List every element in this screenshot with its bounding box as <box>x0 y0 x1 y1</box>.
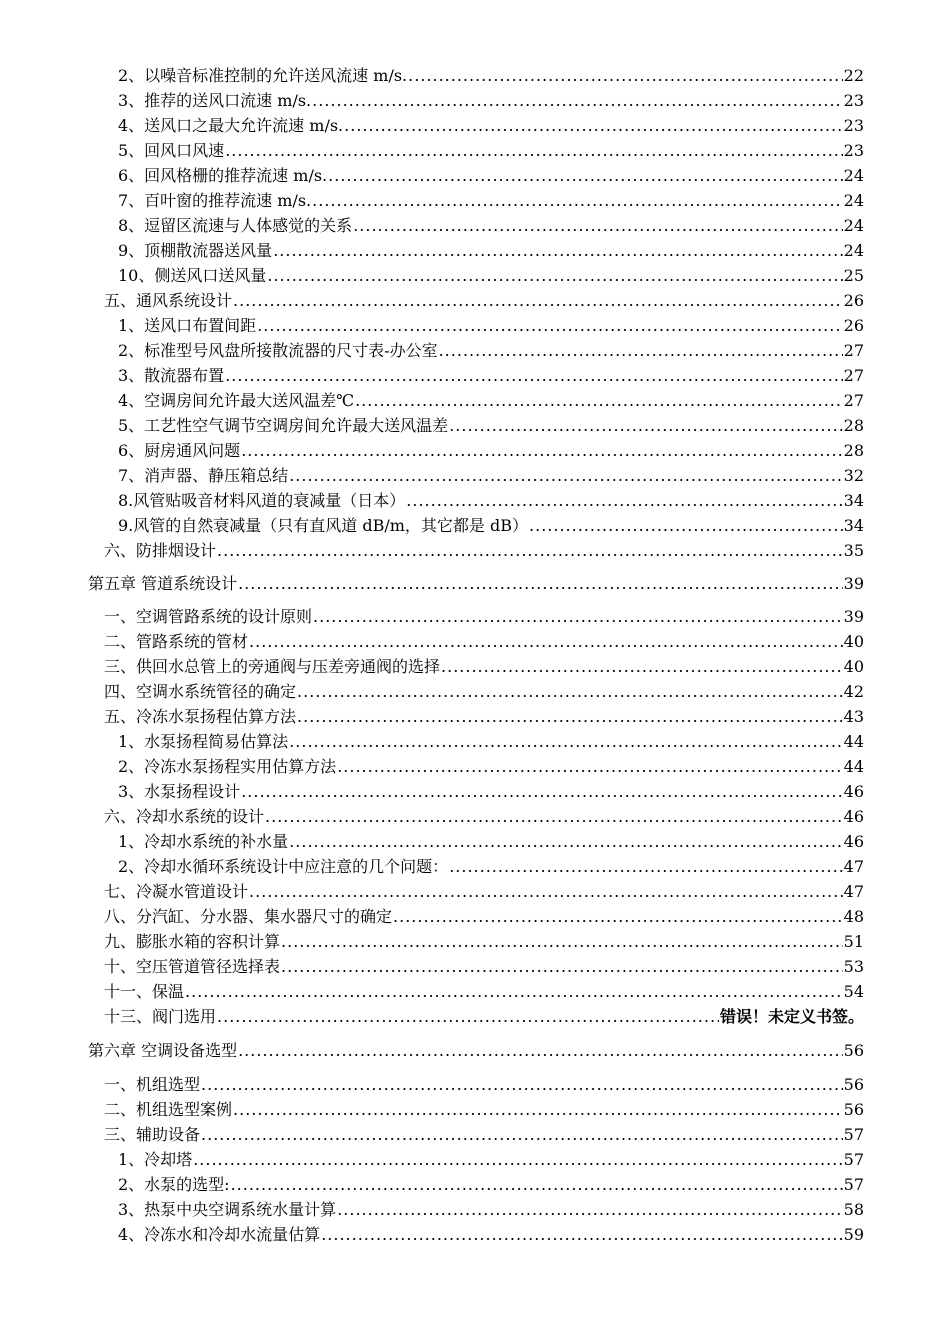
dot-leader <box>312 89 843 113</box>
toc-page-number: 24 <box>843 166 864 185</box>
toc-chapter-entry[interactable] <box>0 1039 864 1063</box>
toc-page-number: 57 <box>843 1175 864 1194</box>
toc-entry-title: 1、水泵扬程简易估算法 <box>118 732 289 751</box>
toc-entry-title: 五、通风系统设计 <box>104 291 233 310</box>
toc-page-number: 57 <box>843 1125 864 1144</box>
toc-page-number: 27 <box>843 341 864 360</box>
dot-leader <box>193 1148 842 1172</box>
dot-leader <box>281 955 843 979</box>
toc-entry[interactable] <box>0 755 864 779</box>
toc-page-number: 44 <box>843 757 864 776</box>
toc-entry[interactable] <box>0 855 864 879</box>
toc-entry[interactable] <box>0 489 864 513</box>
toc-entry-title: 二、机组选型案例 <box>104 1100 233 1119</box>
toc-page-number: 54 <box>843 982 864 1001</box>
dot-leader <box>241 439 842 463</box>
toc-page-number: 47 <box>843 857 864 876</box>
toc-entry[interactable] <box>0 89 864 113</box>
dot-leader <box>355 389 843 413</box>
toc-page-number: 46 <box>843 782 864 801</box>
dot-leader <box>289 464 842 488</box>
toc-entry[interactable] <box>0 514 864 538</box>
toc-entry[interactable] <box>0 464 864 488</box>
toc-entry[interactable] <box>0 114 864 138</box>
toc-page-number: 34 <box>843 491 864 510</box>
toc-entry-title: 4、冷冻水和冷却水流量估算 <box>118 1225 321 1244</box>
dot-leader <box>267 264 842 288</box>
dot-leader <box>281 930 843 954</box>
toc-page-number: 26 <box>843 316 864 335</box>
toc-entry-title: 1、冷却塔 <box>118 1150 193 1169</box>
toc-entry[interactable] <box>0 1098 864 1122</box>
toc-entry-title: 4、送风口之最大允许流速 m/s. <box>118 116 344 135</box>
toc-entry[interactable] <box>0 805 864 829</box>
toc-entry[interactable] <box>0 364 864 388</box>
toc-entry-title: 四、空调水系统管径的确定 <box>104 682 297 701</box>
toc-entry[interactable] <box>0 880 864 904</box>
dot-leader <box>265 805 843 829</box>
toc-entry-title: 8、逗留区流速与人体感觉的关系 <box>118 216 353 235</box>
toc-page-number: 59 <box>843 1225 864 1244</box>
toc-entry[interactable] <box>0 1173 864 1197</box>
toc-page-number: 47 <box>843 882 864 901</box>
toc-page-number: 56 <box>843 1075 864 1094</box>
toc-entry-title: 七、冷凝水管道设计 <box>104 882 249 901</box>
toc-entry-title: 第五章 管道系统设计 <box>88 574 238 593</box>
toc-entry-title: 2、冷冻水泵扬程实用估算方法 <box>118 757 337 776</box>
toc-page-number: 40 <box>843 632 864 651</box>
toc-page-number: 39 <box>843 607 864 626</box>
toc-page-number: 22 <box>843 66 864 85</box>
toc-entry[interactable] <box>0 630 864 654</box>
toc-entry-title: 9、顶棚散流器送风量 <box>118 241 273 260</box>
dot-leader <box>321 1223 842 1247</box>
toc-entry[interactable] <box>0 539 864 563</box>
dot-leader <box>249 880 843 904</box>
dot-leader <box>297 680 843 704</box>
toc-entry[interactable] <box>0 680 864 704</box>
toc-entry[interactable] <box>0 139 864 163</box>
toc-entry[interactable] <box>0 1223 864 1247</box>
dot-leader <box>393 905 843 929</box>
toc-entry-title: 三、辅助设备 <box>104 1125 201 1144</box>
toc-entry[interactable] <box>0 439 864 463</box>
dot-leader <box>233 289 843 313</box>
toc-page-number: 56 <box>843 1041 864 1060</box>
toc-entry-title: 一、机组选型 <box>104 1075 201 1094</box>
toc-entry[interactable] <box>0 214 864 238</box>
dot-leader <box>238 1039 843 1063</box>
toc-entry[interactable] <box>0 239 864 263</box>
toc-page-number: 57 <box>843 1150 864 1169</box>
toc-entry[interactable] <box>0 64 864 88</box>
toc-entry[interactable] <box>0 1073 864 1097</box>
toc-entry[interactable] <box>0 289 864 313</box>
toc-entry-title: 六、冷却水系统的设计 <box>104 807 265 826</box>
toc-entry[interactable] <box>0 780 864 804</box>
toc-entry[interactable] <box>0 905 864 929</box>
toc-entry-title: 10、侧送风口送风量 <box>118 266 267 285</box>
toc-page-number: 53 <box>843 957 864 976</box>
toc-entry-title: 1、冷却水系统的补水量 <box>118 832 289 851</box>
toc-entry-title: 九、膨胀水箱的容积计算 <box>104 932 281 951</box>
toc-page-number: 58 <box>843 1200 864 1219</box>
toc-page-number: 28 <box>843 441 864 460</box>
toc-page-number: 24 <box>843 191 864 210</box>
toc-entry[interactable] <box>0 339 864 363</box>
dot-leader <box>249 630 843 654</box>
dot-leader <box>408 64 843 88</box>
toc-page-number: 48 <box>843 907 864 926</box>
dot-leader <box>233 1098 843 1122</box>
toc-entry-title: 5、回风口风速 <box>118 141 225 160</box>
dot-leader <box>257 314 842 338</box>
toc-entry-title: 5、工艺性空气调节空调房间允许最大送风温差 <box>118 416 449 435</box>
toc-page-number: 46 <box>843 832 864 851</box>
toc-entry-title: 3、推荐的送风口流速 m/s. <box>118 91 312 110</box>
dot-leader <box>337 755 842 779</box>
dot-leader <box>238 572 843 596</box>
toc-entry[interactable] <box>0 655 864 679</box>
dot-leader <box>201 1123 843 1147</box>
toc-entry-title: 三、供回水总管上的旁通阀与压差旁通阀的选择 <box>104 657 441 676</box>
toc-bookmark-error: 错误！未定义书签。 <box>719 1007 864 1026</box>
dot-leader <box>225 139 842 163</box>
toc-entry[interactable] <box>0 730 864 754</box>
toc-page-number: 51 <box>843 932 864 951</box>
toc-page-number: 39 <box>843 574 864 593</box>
dot-leader <box>185 980 843 1004</box>
toc-page-number: 40 <box>843 657 864 676</box>
toc-entry[interactable] <box>0 1123 864 1147</box>
toc-entry-title: 一、空调管路系统的设计原则 <box>104 607 313 626</box>
toc-chapter-entry[interactable] <box>0 572 864 596</box>
dot-leader <box>289 830 842 854</box>
dot-leader <box>241 780 842 804</box>
dot-leader <box>328 164 843 188</box>
toc-page-number: 25 <box>843 266 864 285</box>
dot-leader <box>289 730 842 754</box>
toc-entry-title: 3、热泵中央空调系统水量计算 <box>118 1200 337 1219</box>
toc-entry-title: 第六章 空调设备选型 <box>88 1041 238 1060</box>
dot-leader <box>231 1173 843 1197</box>
toc-page-number: 56 <box>843 1100 864 1119</box>
toc-page-number: 46 <box>843 807 864 826</box>
toc-entry-title: 八、分汽缸、分水器、集水器尺寸的确定 <box>104 907 393 926</box>
dot-leader <box>217 539 843 563</box>
toc-entry[interactable] <box>0 930 864 954</box>
toc-page-number: 27 <box>843 391 864 410</box>
dot-leader <box>406 489 842 513</box>
toc-page-number: 28 <box>843 416 864 435</box>
dot-leader <box>449 855 842 879</box>
toc-page-number: 35 <box>843 541 864 560</box>
toc-entry-title: 二、管路系统的管材 <box>104 632 249 651</box>
dot-leader <box>225 364 842 388</box>
toc-entry[interactable] <box>0 264 864 288</box>
toc-entry[interactable] <box>0 164 864 188</box>
toc-page-number: 23 <box>843 141 864 160</box>
toc-entry[interactable] <box>0 705 864 729</box>
dot-leader <box>449 414 842 438</box>
toc-entry[interactable] <box>0 1198 864 1222</box>
toc-entry[interactable] <box>0 605 864 629</box>
toc-entry-title: 4、空调房间允许最大送风温差℃ <box>118 391 355 410</box>
toc-entry-title: 六、防排烟设计 <box>104 541 217 560</box>
toc-entry-title: 6、回风格栅的推荐流速 m/s. <box>118 166 328 185</box>
toc-page-number: 44 <box>843 732 864 751</box>
dot-leader <box>344 114 843 138</box>
toc-entry-title: 6、厨房通风问题 <box>118 441 241 460</box>
toc-entry-title: 2、水泵的选型: <box>118 1175 230 1194</box>
toc-entry-title: 8.风管贴吸音材料风道的衰减量（日本） <box>118 491 406 510</box>
dot-leader <box>217 1005 719 1029</box>
toc-entry[interactable] <box>0 414 864 438</box>
dot-leader <box>297 705 843 729</box>
dot-leader <box>439 339 843 363</box>
toc-entry-title: 十、空压管道管径选择表 <box>104 957 281 976</box>
dot-leader <box>441 655 843 679</box>
toc-page-number: 32 <box>843 466 864 485</box>
toc-entry-title: 2、冷却水循环系统设计中应注意的几个问题： <box>118 857 449 876</box>
dot-leader <box>337 1198 842 1222</box>
dot-leader <box>201 1073 843 1097</box>
dot-leader <box>353 214 842 238</box>
toc-entry[interactable] <box>0 830 864 854</box>
toc-page-number: 23 <box>843 91 864 110</box>
toc-entry-title: 五、冷冻水泵扬程估算方法 <box>104 707 297 726</box>
toc-entry-title: 7、百叶窗的推荐流速 m/s. <box>118 191 312 210</box>
dot-leader <box>529 514 843 538</box>
dot-leader <box>273 239 842 263</box>
toc-page-number: 23 <box>843 116 864 135</box>
toc-page-number: 26 <box>843 291 864 310</box>
toc-entry[interactable] <box>0 389 864 413</box>
toc-entry-title: 3、水泵扬程设计 <box>118 782 241 801</box>
toc-entry[interactable] <box>0 1148 864 1172</box>
toc-entry-title: 9.风管的自然衰减量（只有直风道 dB/m，其它都是 dB） <box>118 516 529 535</box>
toc-entry[interactable] <box>0 189 864 213</box>
toc-entry-title: 3、散流器布置 <box>118 366 225 385</box>
toc-entry-title: 十一、保温 <box>104 982 185 1001</box>
toc-entry-title: 十三、阀门选用 <box>104 1007 217 1026</box>
toc-page-number: 24 <box>843 216 864 235</box>
dot-leader <box>313 605 843 629</box>
toc-page-number: 34 <box>843 516 864 535</box>
toc-page-number: 42 <box>843 682 864 701</box>
dot-leader <box>312 189 843 213</box>
toc-page-number: 24 <box>843 241 864 260</box>
toc-entry-title: 2、标准型号风盘所接散流器的尺寸表-办公室 <box>118 341 438 360</box>
toc-entry[interactable] <box>0 955 864 979</box>
toc-entry[interactable] <box>0 980 864 1004</box>
toc-page-number: 27 <box>843 366 864 385</box>
toc-entry-title: 7、消声器、静压箱总结 <box>118 466 289 485</box>
toc-entry-title: 1、送风口布置间距 <box>118 316 257 335</box>
toc-page-number: 43 <box>843 707 864 726</box>
toc-entry[interactable] <box>0 1005 864 1029</box>
toc-entry[interactable] <box>0 314 864 338</box>
toc-entry-title: 2、以噪音标准控制的允许送风流速 m/s. <box>118 66 408 85</box>
